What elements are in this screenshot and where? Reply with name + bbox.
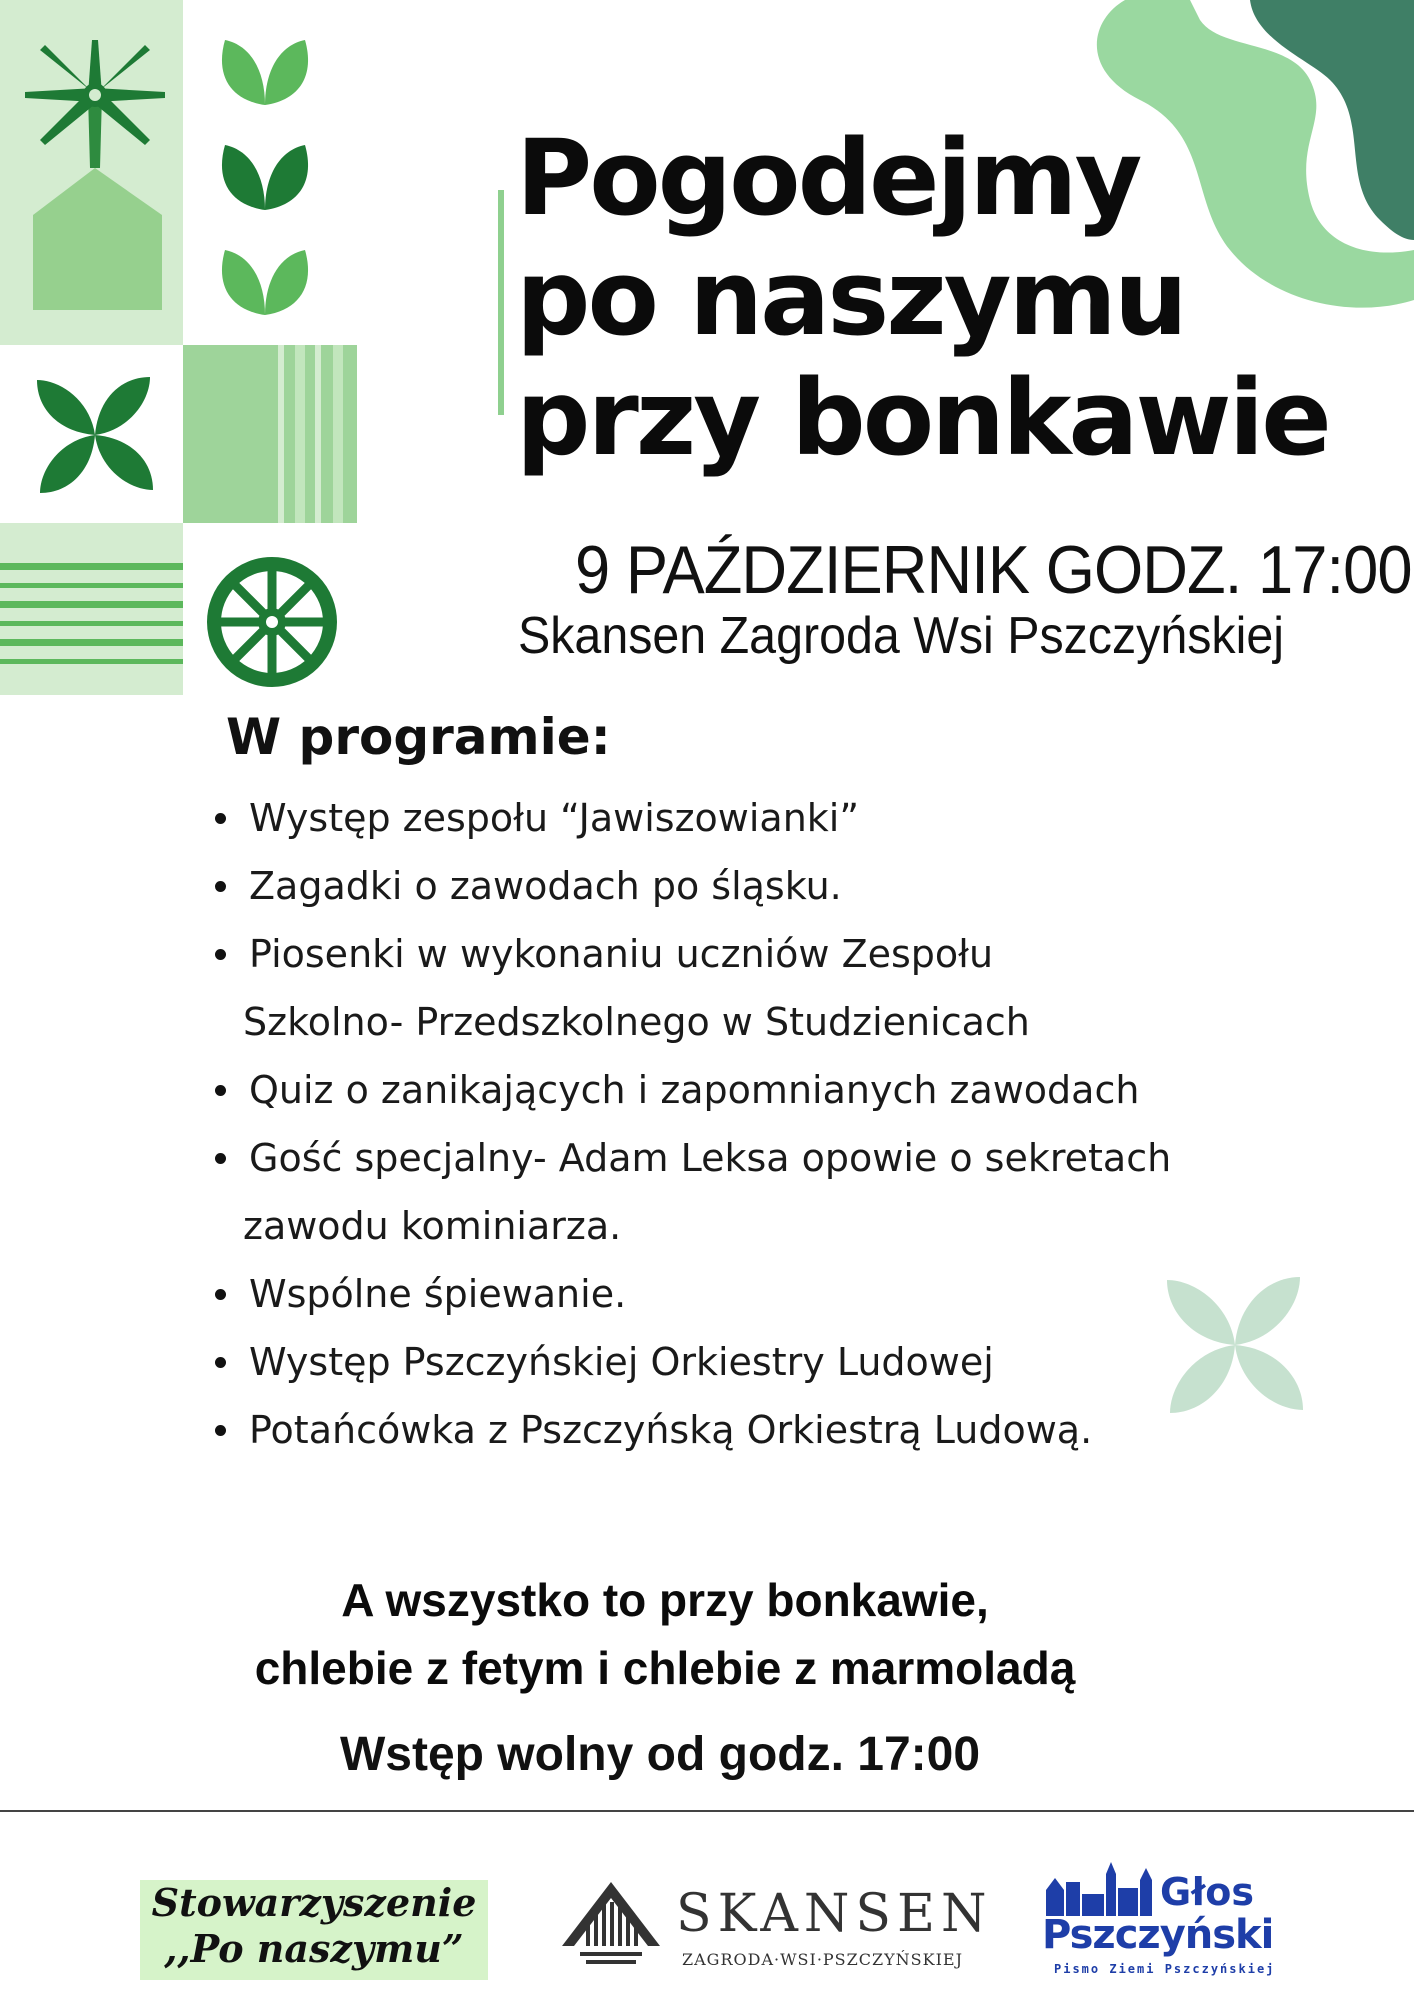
program-item: Piosenki w wykonaniu uczniów Zespołu xyxy=(205,920,1355,988)
program-item: Występ Pszczyńskiej Orkiestry Ludowej xyxy=(205,1328,1355,1396)
closing-text xyxy=(0,1566,1330,1702)
cart-wheel-icon xyxy=(205,555,340,690)
program-item-continuation: Szkolno- Przedszkolnego w Studzienicach xyxy=(243,1000,1030,1044)
program-item: Występ zespołu “Jawiszowianki” xyxy=(205,784,1355,852)
vertical-stripes-pattern xyxy=(183,345,357,523)
program-item: Quiz o zanikających i zapomnianych zawodach xyxy=(205,1056,1355,1124)
wheel-tile xyxy=(205,555,340,690)
program-list xyxy=(205,784,1355,1464)
stripes-tile-horizontal xyxy=(0,523,183,695)
skansen-logo xyxy=(556,1870,993,1980)
title-accent-bar xyxy=(498,190,504,415)
stripes-tile-vertical xyxy=(183,345,357,523)
glos-title-line-1: Głos xyxy=(1160,1870,1255,1914)
horizontal-stripes-pattern xyxy=(0,523,183,695)
leaves-icon xyxy=(210,20,320,320)
skansen-subtitle: ZAGRODA·WSI·PSZCZYŃSKIEJ xyxy=(682,1950,963,1969)
title-line-2: po naszymu xyxy=(516,237,1185,359)
program-item: Zagadki o zawodach po śląsku. xyxy=(205,852,1355,920)
page-title xyxy=(516,117,1329,479)
program-item: Wspólne śpiewanie. xyxy=(205,1260,1355,1328)
glos-subtitle: Pismo Ziemi Pszczyńskiej xyxy=(1054,1962,1276,1976)
footer-divider xyxy=(0,1810,1414,1812)
windmill-icon xyxy=(0,0,183,345)
petal-flower-icon xyxy=(0,345,183,523)
town-skyline-icon xyxy=(1042,1860,1162,1916)
association-name-line-2: ,,Po naszymu” xyxy=(164,1926,464,1971)
program-heading: W programie: xyxy=(226,708,611,766)
sprouts-tile xyxy=(210,20,320,320)
association-logo xyxy=(140,1880,488,1980)
windmill-tile xyxy=(0,0,183,345)
program-item: Potańcówka z Pszczyńską Orkiestrą Ludową. xyxy=(205,1396,1355,1464)
event-venue: Skansen Zagroda Wsi Pszczyńskiej xyxy=(518,607,1285,665)
closing-line-2: chlebie z fetym i chlebie z marmoladą xyxy=(254,1642,1076,1694)
program-item-continuation: zawodu kominiarza. xyxy=(243,1204,622,1248)
skansen-name: SKANSEN xyxy=(676,1884,993,1944)
association-name-line-1: Stowarzyszenie xyxy=(151,1880,477,1925)
program-item: Gość specjalny- Adam Leksa opowie o sekretach xyxy=(205,1124,1355,1192)
petal-tile xyxy=(0,345,183,523)
barn-roof-icon xyxy=(556,1876,666,1972)
title-line-3: przy bonkawie xyxy=(516,357,1329,479)
closing-line-1: A wszystko to przy bonkawie, xyxy=(341,1574,989,1626)
title-line-1: Pogodejmy xyxy=(516,117,1140,239)
free-entry-note: Wstęp wolny od godz. 17:00 xyxy=(339,1728,981,1781)
glos-pszczynski-logo xyxy=(1040,1860,1290,1980)
event-date: 9 PAŹDZIERNIK GODZ. 17:00 xyxy=(575,532,1412,608)
glos-title-line-2: Pszczyński xyxy=(1042,1912,1274,1958)
